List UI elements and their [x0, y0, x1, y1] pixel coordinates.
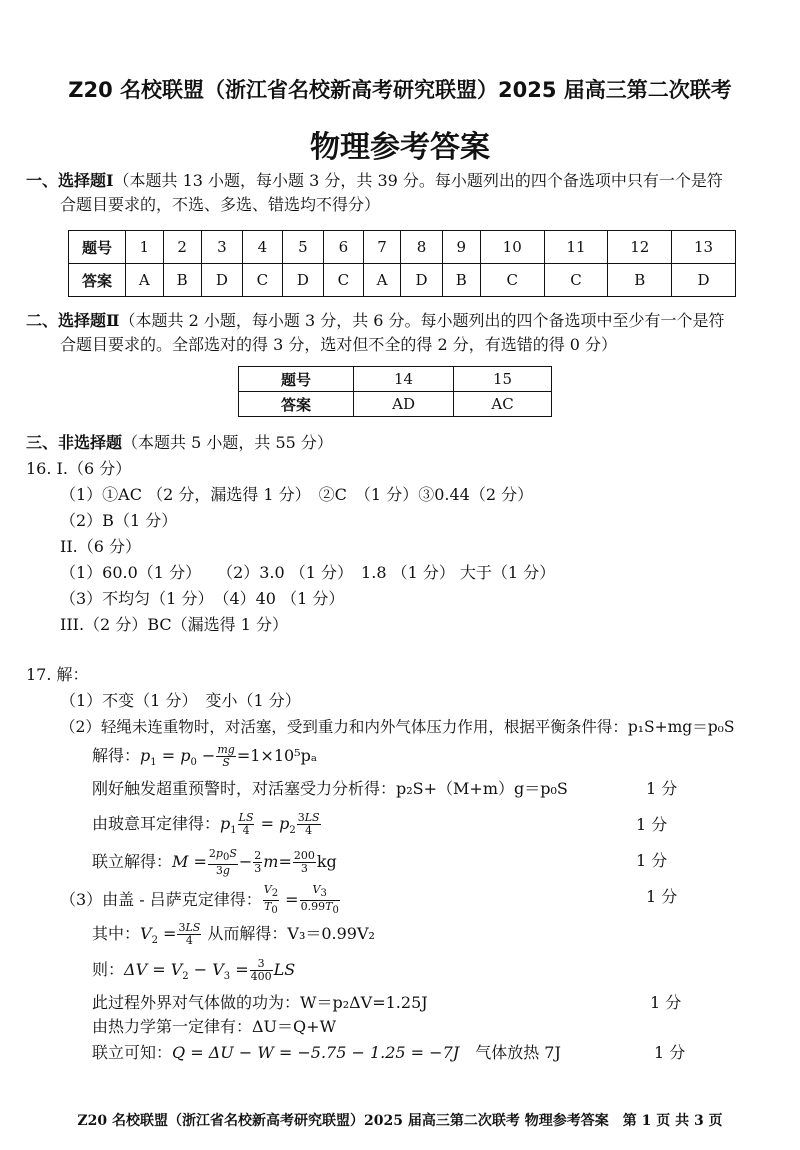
- table-cell: 13: [672, 231, 736, 264]
- q16-line5: （1）60.0（1 分） （2）3.0 （1 分） 1.8 （1 分） 大于（1 分）: [60, 563, 556, 582]
- section1-answer-table: [68, 230, 736, 297]
- section2-desc2: 合题目要求的。全部选对的得 3 分，选对但不全的得 2 分，有选错的得 0 分）: [60, 335, 618, 354]
- points-label: 1 分: [636, 815, 668, 834]
- table-cell: D: [401, 264, 442, 297]
- q16-line2: （1）①AC （2 分，漏选得 1 分） ②C （1 分）③0.44（2 分）: [60, 485, 534, 504]
- q17-line4: 解得：$p_1 = p_0$ − $\frac{mg}{S}$ =1×10⁵pₐ: [92, 743, 318, 769]
- table-cell: B: [608, 264, 672, 297]
- table-cell: C: [324, 264, 364, 297]
- table-cell: 11: [544, 231, 608, 264]
- section1-line1: [26, 170, 723, 192]
- table-cell: C: [480, 264, 544, 297]
- table-row-questions: [239, 367, 552, 392]
- q17-line10: 则：$\Delta V = V_2 - V_3$ = $\frac{3}{400}$ LS: [92, 957, 296, 983]
- table-row-answers: [239, 392, 552, 417]
- section2-heading: 二、选择题Ⅱ: [26, 311, 120, 330]
- table-row-questions: [69, 231, 736, 264]
- q17-line2: （1）不变（1 分） 变小（1 分）: [60, 691, 301, 710]
- q16-line3: （2）B（1 分）: [60, 511, 178, 530]
- q17-line4-result: =1×10⁵pₐ: [236, 746, 318, 765]
- table-cell: 10: [480, 231, 544, 264]
- q17-line6-prefix: 由玻意耳定律得：: [92, 814, 221, 833]
- table-cell: 5: [282, 231, 323, 264]
- table-cell: D: [201, 264, 242, 297]
- q17-line8-prefix: （3）由盖 - 吕萨克定律得：: [60, 890, 262, 910]
- section2-line1: [26, 310, 725, 332]
- table-cell: D: [282, 264, 323, 297]
- table-cell: 12: [608, 231, 672, 264]
- table-cell: 14: [354, 367, 454, 392]
- q17-line13-prefix: 联立可知：: [92, 1043, 173, 1062]
- table-cell: 1: [126, 231, 164, 264]
- table-cell: B: [442, 264, 480, 297]
- points-label: 1 分: [646, 779, 678, 798]
- section1-heading: 一、选择题Ⅰ: [26, 171, 114, 190]
- q17-line4-prefix: 解得：: [92, 746, 141, 765]
- q16-line4: II.（6 分）: [60, 537, 141, 556]
- q17-line6: 由玻意耳定律得：$p_1$ $\frac{LS}{4}$ = $p_2$ $\frac{3LS}{4}$: [92, 811, 320, 837]
- section1-desc2: 合题目要求的，不选、多选、错选均不得分）: [60, 195, 381, 214]
- points-label: 1 分: [636, 851, 668, 870]
- table-cell: 9: [442, 231, 480, 264]
- table-cell: AD: [354, 392, 454, 417]
- q17-line11: 此过程外界对气体做的功为：W＝p₂ΔV=1.25J: [92, 993, 428, 1012]
- table-cell: AC: [454, 392, 552, 417]
- points-label: 1 分: [646, 887, 678, 906]
- section1-desc1: （本题共 13 小题，每小题 3 分，共 39 分。每小题列出的四个备选项中只有一个是符: [113, 171, 723, 190]
- section3-line: [26, 432, 333, 454]
- q17-line8: （3）由盖 - 吕萨克定律得： $\frac{V_2}{T_0}$ = $\frac{V_3}{0.99T_0}$: [60, 883, 339, 917]
- section3-desc: （本题共 5 小题，共 55 分）: [122, 433, 333, 452]
- q17-line9: 其中：$V_2$ = $\frac{3LS}{4}$ 从而解得：V₃＝0.99V₂: [92, 921, 375, 947]
- table-cell: 6: [324, 231, 364, 264]
- table-header-answer: 答案: [239, 392, 354, 417]
- q17-line9-prefix: 其中：: [92, 924, 141, 943]
- q17-line7: 联立解得：M = $\frac{2p_0S}{3g}$ − $\frac{2}{3}$ m= $\frac{200}{3}$ kg: [92, 847, 337, 878]
- table-header-question: 题号: [69, 231, 126, 264]
- q17-line13-equation: Q = ΔU − W = −5.75 − 1.25 = −7J: [172, 1043, 460, 1062]
- q17-line3: （2）轻绳未连重物时，对活塞，受到重力和内外气体压力作用，根据平衡条件得：p₁S+mg＝p₀S: [60, 718, 735, 736]
- table-cell: C: [544, 264, 608, 297]
- table-header-answer: 答案: [69, 264, 126, 297]
- section3-heading: 三、非选择题: [26, 433, 123, 452]
- q17-line7-prefix: 联立解得：: [92, 852, 173, 872]
- q16-line1: 16. I.（6 分）: [26, 459, 132, 478]
- table-cell: 7: [363, 231, 401, 264]
- page-title: 物理参考答案: [310, 130, 490, 165]
- q17-line1: 17. 解：: [26, 665, 89, 684]
- table-cell: D: [672, 264, 736, 297]
- table-cell: B: [163, 264, 201, 297]
- table-header-question: 题号: [239, 367, 354, 392]
- table-cell: A: [126, 264, 164, 297]
- q17-line13-suffix: 气体放热 7J: [475, 1043, 561, 1062]
- section2-desc1: （本题共 2 小题，每小题 3 分，共 6 分。每小题列出的四个备选项中至少有一个是符: [119, 311, 725, 330]
- table-cell: 15: [454, 367, 552, 392]
- table-row-answers: [69, 264, 736, 297]
- table-cell: A: [363, 264, 401, 297]
- page-footer: Z20 名校联盟（浙江省名校新高考研究联盟）2025 届高三第二次联考 物理参考答案 第 1 页 共 3 页: [77, 1113, 723, 1129]
- points-label: 1 分: [650, 993, 682, 1012]
- section2-answer-table: [238, 366, 552, 417]
- q17-line9-suffix: 从而解得：V₃＝0.99V₂: [207, 924, 375, 943]
- points-label: 1 分: [654, 1043, 686, 1062]
- table-cell: 3: [201, 231, 242, 264]
- exam-title: Z20 名校联盟（浙江省名校新高考研究联盟）2025 届高三第二次联考: [68, 78, 732, 102]
- q17-line13: [92, 1042, 561, 1064]
- table-cell: 8: [401, 231, 442, 264]
- table-cell: 4: [243, 231, 283, 264]
- q17-line12: 由热力学第一定律有：ΔU＝Q+W: [92, 1017, 337, 1036]
- q16-line6: （3）不均匀（1 分） （4）40 （1 分）: [60, 589, 345, 608]
- table-cell: C: [243, 264, 283, 297]
- table-cell: 2: [163, 231, 201, 264]
- q17-line10-prefix: 则：: [92, 960, 125, 979]
- q17-line5: 刚好触发超重预警时，对活塞受力分析得：p₂S+（M+m）g＝p₀S: [92, 779, 568, 798]
- q16-line7: III.（2 分）BC（漏选得 1 分）: [60, 615, 288, 634]
